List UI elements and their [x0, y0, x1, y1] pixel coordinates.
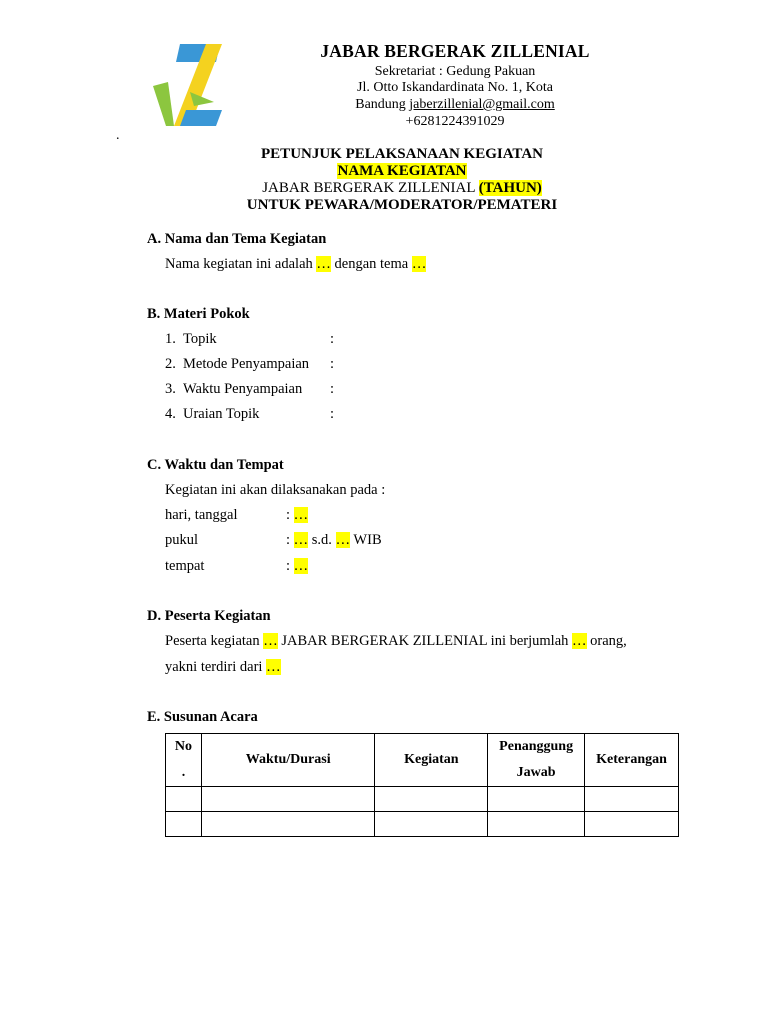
place-value: [286, 558, 308, 575]
organization-logo: [150, 42, 224, 128]
list-colon: :: [330, 331, 335, 347]
city-text: Bandung: [355, 97, 410, 112]
stray-mark: .: [116, 128, 120, 143]
section-c-intro: Kegiatan ini akan dilaksanakan pada :: [165, 482, 386, 498]
list-colon: :: [330, 356, 335, 372]
table-cell[interactable]: [201, 786, 375, 811]
section-c-heading: C. Waktu dan Tempat: [147, 457, 284, 473]
table-cell[interactable]: [201, 811, 375, 836]
list-number: 2.: [165, 356, 176, 372]
column-header-no-line-2: .: [181, 764, 186, 780]
section-a-heading: A. Nama dan Tema Kegiatan: [147, 231, 327, 247]
table-cell[interactable]: [488, 811, 585, 836]
column-header-notes: Keterangan: [585, 734, 679, 787]
table-cell[interactable]: [375, 811, 488, 836]
table-cell[interactable]: [585, 811, 679, 836]
section-e-heading: E. Susunan Acara: [147, 709, 258, 725]
list-number: 4.: [165, 406, 176, 422]
column-header-pj-line-1: Penanggung: [499, 739, 574, 754]
event-name-placeholder: NAMA KEGIATAN: [337, 163, 467, 179]
event-name-blank: …: [316, 256, 331, 272]
table-cell[interactable]: [166, 811, 202, 836]
table-cell[interactable]: [585, 786, 679, 811]
section-d-text-part-2: JABAR BERGERAK ZILLENIAL ini berjumlah: [277, 633, 573, 649]
column-header-no-line-1: No: [174, 739, 193, 754]
table-cell[interactable]: [166, 786, 202, 811]
list-label: Uraian Topik: [183, 406, 260, 422]
date-label: hari, tanggal: [165, 507, 238, 523]
place-blank: …: [293, 558, 309, 574]
table-cell[interactable]: [488, 786, 585, 811]
list-item-topic-description: [165, 406, 259, 423]
list-item-delivery-time: [165, 381, 302, 398]
participant-type-blank: …: [263, 633, 278, 649]
list-item-delivery-method: [165, 356, 309, 373]
document-title-line-1: PETUNJUK PELAKSANAAN KEGIATAN: [261, 146, 543, 162]
list-colon: :: [330, 406, 335, 422]
address-line-2: Jl. Otto Iskandardinata No. 1, Kota: [357, 80, 553, 95]
section-d-text-line-1: [165, 633, 627, 650]
section-a-text-part-1: Nama kegiatan ini adalah: [165, 256, 317, 272]
column-header-person-in-charge: [488, 734, 585, 787]
section-b-heading: B. Materi Pokok: [147, 306, 250, 322]
list-label: Waktu Penyampaian: [183, 381, 303, 397]
section-a-text: [165, 256, 426, 273]
table-header-row: [166, 734, 679, 787]
table-row: [166, 811, 679, 836]
colon: :: [286, 507, 294, 523]
year-placeholder: (TAHUN): [478, 180, 542, 196]
section-a-text-part-2: dengan tema: [330, 256, 412, 272]
title-line-3-text: JABAR BERGERAK ZILLENIAL: [262, 180, 479, 196]
until-text: s.d.: [308, 532, 336, 548]
end-time-blank: …: [335, 532, 351, 548]
column-header-no: [166, 734, 202, 787]
phone-number: +6281224391029: [405, 114, 505, 129]
timezone-text: WIB: [350, 532, 382, 548]
list-number: 3.: [165, 381, 176, 397]
time-value: [286, 532, 382, 549]
section-d-text-part-3: orang,: [586, 633, 627, 649]
table-row: [166, 786, 679, 811]
section-d-heading: D. Peserta Kegiatan: [147, 608, 271, 624]
theme-blank: …: [411, 256, 427, 272]
document-title-line-2: [160, 163, 644, 180]
time-label: pukul: [165, 532, 199, 548]
address-line-1: Sekretariat : Gedung Pakuan: [374, 64, 536, 79]
participant-composition-blank: …: [266, 659, 281, 675]
date-blank: …: [293, 507, 309, 523]
table-cell[interactable]: [375, 786, 488, 811]
colon: :: [286, 558, 294, 574]
address-line-3: [310, 97, 600, 113]
document-title-line-4: UNTUK PEWARA/MODERATOR/PEMATERI: [246, 197, 558, 213]
logo-blue-bottom-shape: [180, 110, 222, 126]
section-d-text-part-4: yakni terdiri dari: [165, 659, 267, 675]
list-label: Metode Penyampaian: [183, 356, 310, 372]
email-link[interactable]: jaberzillenial@gmail.com: [409, 97, 555, 112]
column-header-pj-line-2: Jawab: [516, 764, 556, 780]
column-header-time-duration: Waktu/Durasi: [201, 734, 375, 787]
place-label: tempat: [165, 558, 205, 574]
colon: :: [286, 532, 294, 548]
list-item-topic: [165, 331, 217, 348]
section-d-text-line-2: [165, 659, 281, 676]
agenda-table: [165, 733, 679, 837]
section-d-text-part-1: Peserta kegiatan: [165, 633, 264, 649]
start-time-blank: …: [293, 532, 309, 548]
date-value: [286, 507, 308, 524]
document-title-line-3: [160, 180, 644, 197]
list-label: Topik: [183, 331, 217, 347]
column-header-activity: Kegiatan: [375, 734, 488, 787]
list-colon: :: [330, 381, 335, 397]
logo-green-left-shape: [153, 82, 174, 126]
participant-count-blank: …: [572, 633, 587, 649]
organization-name: JABAR BERGERAK ZILLENIAL: [320, 41, 590, 61]
list-number: 1.: [165, 331, 176, 347]
